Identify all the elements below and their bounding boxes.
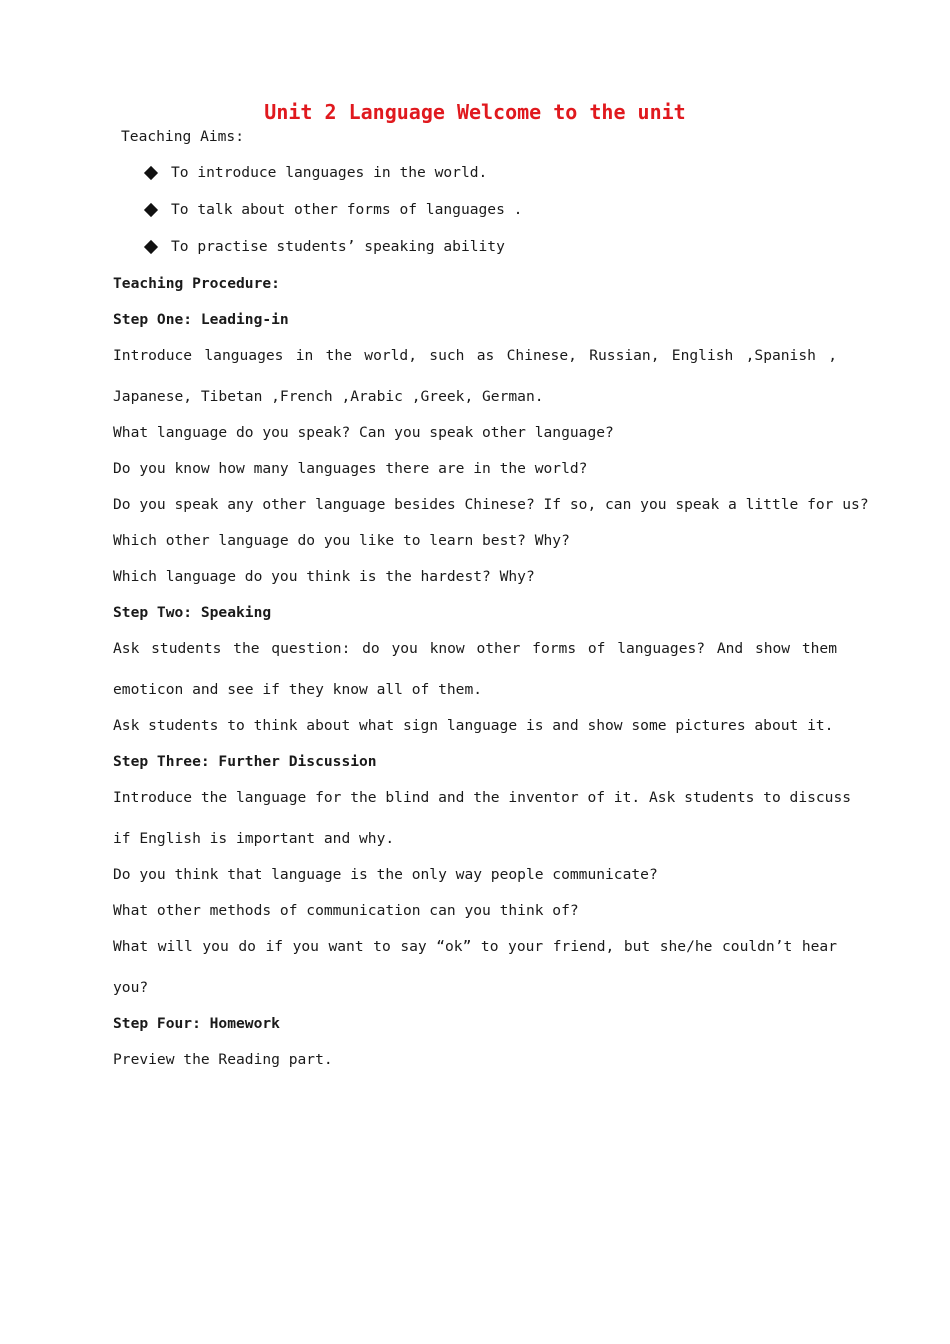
document-title: Unit 2 Language Welcome to the unit (264, 100, 686, 124)
step-four-heading: Step Four: Homework (113, 1015, 280, 1032)
paragraph-line: Which other language do you like to learn best? Why? (113, 532, 570, 549)
paragraph-line: What other methods of communication can you think of? (113, 902, 579, 919)
paragraph-line: Do you speak any other language besides Chinese? If so, can you speak a little for us? (113, 496, 869, 513)
diamond-bullet-icon (144, 239, 158, 253)
paragraph-line: Preview the Reading part. (113, 1051, 333, 1068)
step-one-heading: Step One: Leading-in (113, 311, 289, 328)
procedure-heading: Teaching Procedure: (113, 275, 280, 292)
paragraph-line: Ask students to think about what sign language is and show some pictures about it. (113, 717, 834, 734)
paragraph-line: Introduce languages in the world, such as Chinese, Russian, English ,Spanish , (113, 347, 837, 364)
paragraph-line: What language do you speak? Can you speak other language? (113, 424, 614, 441)
paragraph-line: Ask students the question: do you know other forms of languages? And show them (113, 640, 837, 657)
paragraph-line: Do you think that language is the only way people communicate? (113, 866, 658, 883)
step-three-heading: Step Three: Further Discussion (113, 753, 377, 770)
aim-item: To practise students’ speaking ability (143, 237, 505, 257)
paragraph-line: emoticon and see if they know all of them. (113, 681, 483, 698)
step-two-heading: Step Two: Speaking (113, 604, 272, 621)
paragraph-line: Do you know how many languages there are in the world? (113, 460, 588, 477)
paragraph-line: if English is important and why. (113, 830, 395, 847)
aim-item: To introduce languages in the world. (143, 163, 487, 183)
diamond-bullet-icon (144, 165, 158, 179)
paragraph-line: Which language do you think is the hardest? Why? (113, 568, 535, 585)
paragraph-line: What will you do if you want to say “ok” to your friend, but she/he couldn’t hear (113, 938, 837, 955)
paragraph-line: you? (113, 979, 149, 996)
aim-item: To talk about other forms of languages . (143, 200, 522, 220)
paragraph-line: Japanese, Tibetan ,French ,Arabic ,Greek, German. (113, 388, 544, 405)
diamond-bullet-icon (144, 202, 158, 216)
paragraph-line: Introduce the language for the blind and the inventor of it. Ask students to discuss (113, 789, 852, 806)
aims-heading: Teaching Aims: (121, 128, 245, 145)
